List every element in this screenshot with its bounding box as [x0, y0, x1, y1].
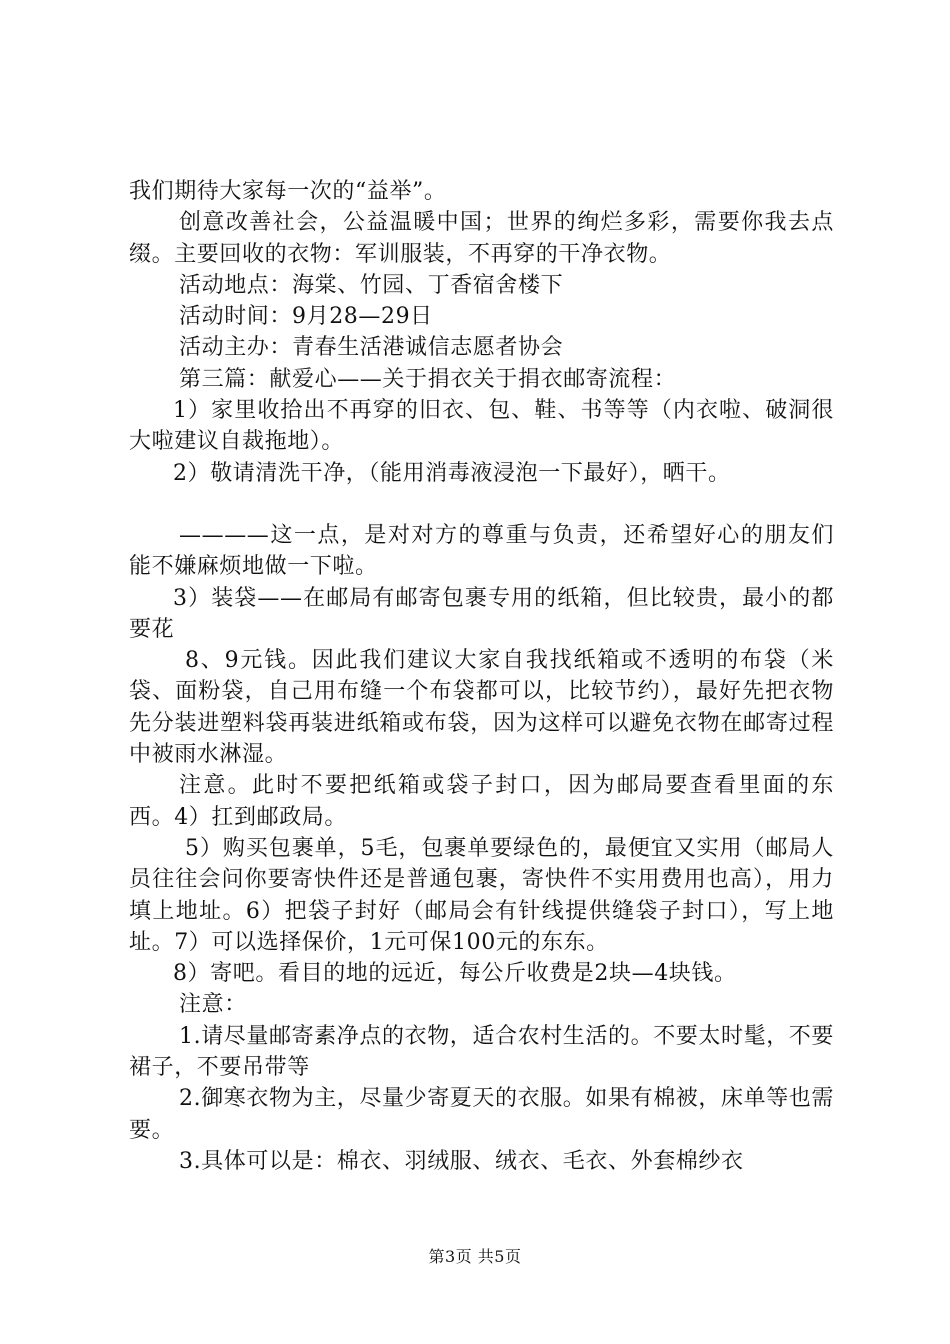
paragraph-slogan: 创意改善社会，公益温暖中国；世界的绚烂多彩，需要你我去点缀。主要回收的衣物：军训服装，不再穿的干净衣物。 — [129, 210, 834, 267]
paragraph-note-respect: ————这一点，是对对方的尊重与负责，还希望好心的朋友们能不嫌麻烦地做一下啦。 — [129, 522, 834, 580]
paragraph-organizer: 活动主办：青春生活港诚信志愿者协会 — [179, 335, 564, 361]
paragraph-time: 活动时间：9月28—29日 — [179, 304, 433, 330]
step-2: 2）敬请清洗干净，（能用消毒液浸泡一下最好），晒干。 — [173, 460, 731, 486]
note-2: 2.御寒衣物为主，尽量少寄夏天的衣服。如果有棉被，床单等也需要。 — [129, 1086, 834, 1143]
step-5-to-7: 5）购买包裹单，5毛，包裹单要绿色的，最便宜又实用（邮局人员往往会问你要寄快件还是普通包裹，寄快件不实用费用也高），用力填上地址。6）把袋子封好（邮局会有针线提供缝袋子封口），写上地址。7）可以选择保价，1元可保100元的东东。 — [129, 835, 834, 955]
step-3: 3）装袋——在邮局有邮寄包裹专用的纸箱，但比较贵，最小的都要花 — [129, 585, 834, 642]
notes-heading: 注意： — [179, 992, 247, 1018]
paragraph-closing: 我们期待大家每一次的“益举”。 — [129, 179, 447, 204]
step-1: 1）家里收拾出不再穿的旧衣、包、鞋、书等等（内衣啦、破洞很大啦建议自裁拖地）。 — [129, 398, 834, 455]
page-number-footer: 第3页 共5页 — [428, 1247, 522, 1266]
document-body — [129, 176, 834, 1177]
step-3-continued: 8、9元钱。因此我们建议大家自我找纸箱或不透明的布袋（米袋、面粉袋，自己用布缝一个布袋都可以，比较节约），最好先把衣物先分装进塑料袋再装进纸箱或布袋，因为这样可以避免衣物在邮寄过程中被雨水淋湿。 — [129, 648, 834, 768]
step-8: 8）寄吧。看目的地的远近，每公斤收费是2块—4块钱。 — [173, 961, 737, 987]
blank-line — [129, 489, 834, 520]
note-1: 1.请尽量邮寄素净点的衣物，适合农村生活的。不要太时髦，不要裙子，不要吊带等 — [129, 1023, 834, 1081]
paragraph-location: 活动地点：海棠、竹园、丁香宿舍楼下 — [179, 272, 564, 298]
section-heading: 第三篇：献爱心——关于捐衣关于捐衣邮寄流程： — [179, 366, 677, 392]
paragraph-note-seal: 注意。此时不要把纸箱或袋子封口，因为邮局要查看里面的东西。4）扛到邮政局。 — [129, 773, 834, 830]
note-3: 3.具体可以是：棉衣、羽绒服、绒衣、毛衣、外套棉纱衣 — [179, 1148, 744, 1174]
